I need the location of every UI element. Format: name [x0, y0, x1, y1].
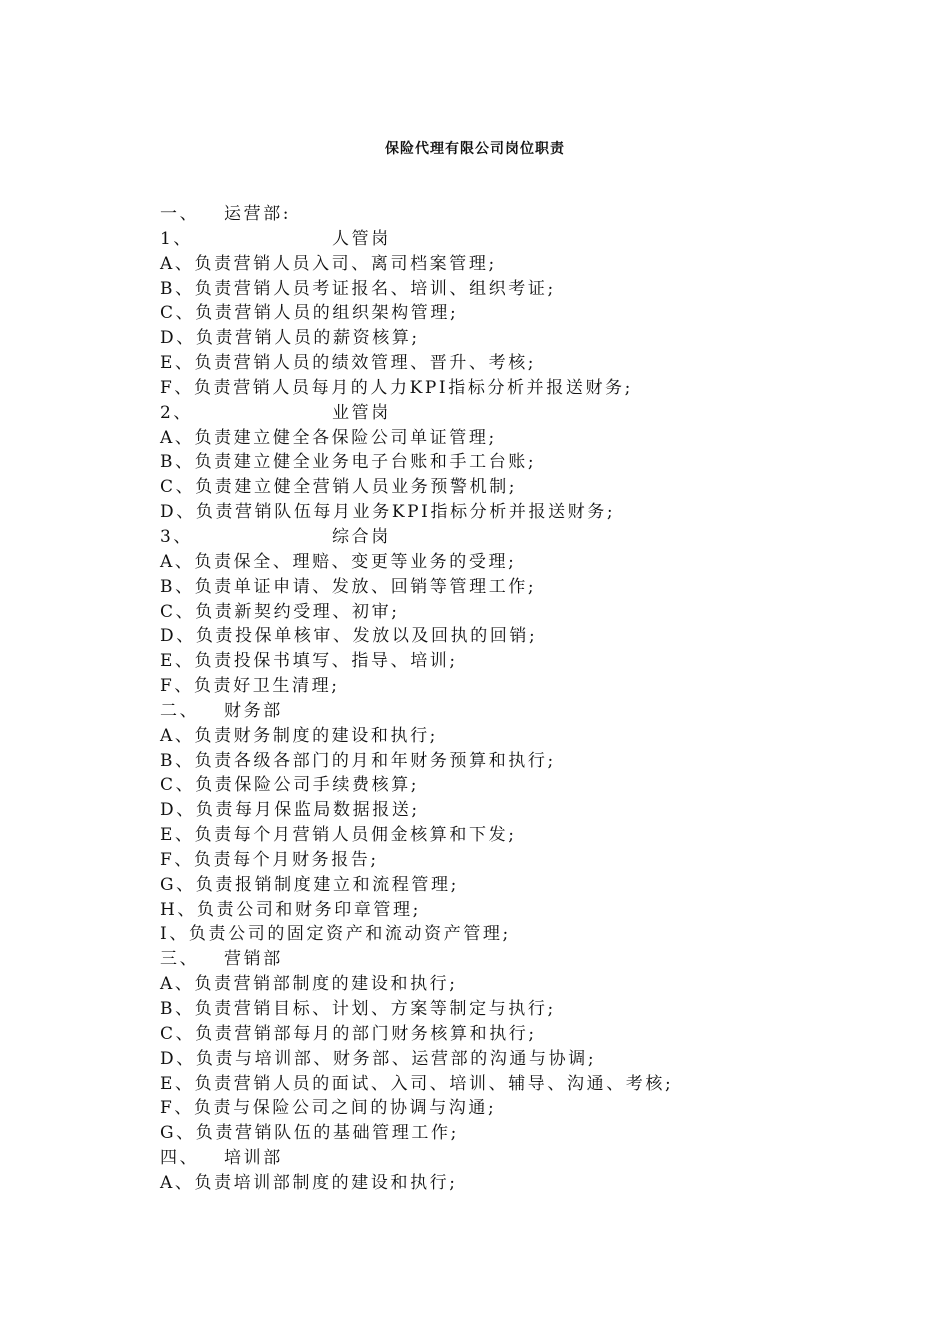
- duty-item: D、负责每月保监局数据报送;: [160, 800, 420, 821]
- section-title: 财务部: [224, 700, 283, 721]
- subsection-title: 业管岗: [332, 402, 391, 423]
- duty-item: H、负责公司和财务印章管理;: [160, 899, 421, 920]
- duty-item: E、负责营销人员的绩效管理、晋升、考核;: [160, 353, 537, 374]
- subsection-heading: [160, 401, 920, 426]
- duty-item: F、负责与保险公司之间的协调与沟通;: [160, 1098, 497, 1119]
- section-title: 营销部: [224, 949, 283, 970]
- section-heading: [160, 947, 920, 972]
- section-heading: [160, 202, 920, 227]
- duty-item: B、负责单证申请、发放、回销等管理工作;: [160, 576, 537, 597]
- section-number: 四、: [160, 1148, 200, 1169]
- duty-item: A、负责保全、理赔、变更等业务的受理;: [160, 551, 517, 572]
- duty-item: F、负责营销人员每月的人力KPI指标分析并报送财务;: [160, 377, 633, 398]
- duty-item: C、负责营销部每月的部门财务核算和执行;: [160, 1023, 537, 1044]
- section-heading: [160, 699, 920, 724]
- duty-item: D、负责与培训部、财务部、运营部的沟通与协调;: [160, 1048, 597, 1069]
- document-title: 保险代理有限公司岗位职责: [385, 141, 565, 157]
- subsection-title: 人管岗: [332, 228, 391, 249]
- duty-item: A、负责营销人员入司、离司档案管理;: [160, 253, 497, 274]
- section-number: 一、: [160, 204, 200, 224]
- duty-item: E、负责每个月营销人员佣金核算和下发;: [160, 825, 517, 846]
- document-body: [160, 202, 920, 1196]
- duty-item: B、负责营销人员考证报名、培训、组织考证;: [160, 278, 556, 299]
- duty-item: G、负责报销制度建立和流程管理;: [160, 874, 459, 895]
- subsection-number: 2、: [160, 402, 194, 423]
- duty-item: A、负责建立健全各保险公司单证管理;: [160, 427, 497, 448]
- section-number: 三、: [160, 949, 200, 970]
- subsection-heading: [160, 525, 920, 550]
- duty-item: F、负责好卫生清理;: [160, 676, 340, 697]
- subsection-number: 1、: [160, 228, 194, 249]
- section-title: 培训部: [224, 1148, 283, 1169]
- duty-item: D、负责营销人员的薪资核算;: [160, 328, 420, 349]
- duty-item: E、负责营销人员的面试、入司、培训、辅导、沟通、考核;: [160, 1073, 674, 1094]
- subsection-heading: [160, 227, 920, 252]
- duty-item: C、负责营销人员的组织架构管理;: [160, 303, 459, 324]
- duty-item: D、负责营销队伍每月业务KPI指标分析并报送财务;: [160, 502, 616, 523]
- duty-item: I、负责公司的固定资产和流动资产管理;: [160, 924, 511, 945]
- duty-item: C、负责保险公司手续费核算;: [160, 775, 420, 796]
- duty-item: C、负责建立健全营销人员业务预警机制;: [160, 477, 518, 498]
- duty-item: E、负责投保书填写、指导、培训;: [160, 651, 458, 672]
- duty-item: D、负责投保单核审、发放以及回执的回销;: [160, 626, 538, 647]
- duty-item: A、负责培训部制度的建设和执行;: [160, 1172, 458, 1193]
- duty-item: A、负责财务制度的建设和执行;: [160, 725, 439, 746]
- subsection-title: 综合岗: [332, 526, 391, 547]
- subsection-number: 3、: [160, 526, 194, 547]
- section-heading: [160, 1146, 920, 1171]
- duty-item: F、负责每个月财务报告;: [160, 849, 379, 870]
- duty-item: B、负责建立健全业务电子台账和手工台账;: [160, 452, 537, 473]
- duty-item: C、负责新契约受理、初审;: [160, 601, 400, 622]
- duty-item: B、负责各级各部门的月和年财务预算和执行;: [160, 750, 556, 771]
- section-number: 二、: [160, 700, 200, 721]
- duty-item: B、负责营销目标、计划、方案等制定与执行;: [160, 999, 556, 1019]
- duty-item: A、负责营销部制度的建设和执行;: [160, 974, 458, 995]
- section-title: 运营部:: [224, 204, 292, 224]
- duty-item: G、负责营销队伍的基础管理工作;: [160, 1123, 459, 1144]
